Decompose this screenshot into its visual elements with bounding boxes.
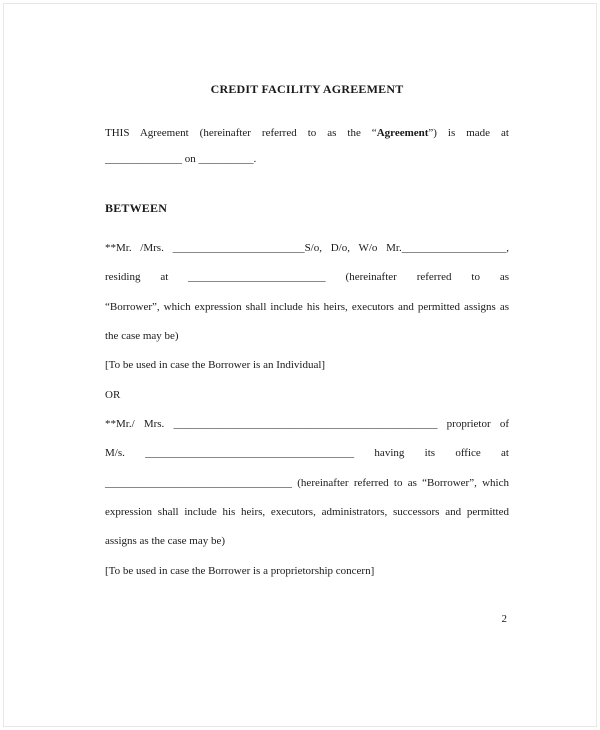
individual-clause-line-2: residing at _________________________ (hereinafter referred to as — [105, 271, 509, 284]
intro-line-1-defined-term: Agreement — [376, 127, 429, 139]
proprietor-clause-line-3: __________________________________ (hereinafter referred to as “Borrower”, which — [105, 476, 509, 489]
proprietor-clause-note: [To be used in case the Borrower is a proprietorship concern] — [105, 564, 375, 577]
intro-line-1 — [105, 121, 509, 147]
intro-line-2-blanks: ______________ on __________. — [105, 152, 257, 165]
between-heading: BETWEEN — [105, 201, 168, 215]
document-title: CREDIT FACILITY AGREEMENT — [210, 82, 404, 96]
proprietor-clause-line-2: M/s. ______________________________________ having its office at — [105, 447, 509, 460]
clauses-block — [105, 234, 509, 586]
proprietor-clause-line-4: expression shall include his heirs, executors, administrators, successors and permitted — [105, 506, 509, 519]
document-body — [105, 0, 509, 730]
individual-clause-note: [To be used in case the Borrower is an Individual] — [105, 359, 326, 372]
intro-line-1-post: ”) is made at — [428, 127, 509, 139]
proprietor-clause-line-1: **Mr./ Mrs. ________________________________________________ proprietor of — [105, 418, 509, 431]
individual-clause-line-4: the case may be) — [105, 330, 179, 343]
or-label: OR — [105, 388, 121, 401]
individual-clause-line-1: **Mr. /Mrs. ________________________S/o, D/o, W/o Mr.___________________, — [105, 242, 509, 254]
intro-paragraph — [105, 121, 509, 172]
page-number: 2 — [501, 613, 507, 625]
proprietor-clause-line-5: assigns as the case may be) — [105, 535, 226, 548]
individual-clause-line-3: “Borrower”, which expression shall include his heirs, executors and permitted assigns as — [105, 300, 509, 313]
intro-line-1-pre: THIS Agreement (hereinafter referred to as the “ — [105, 127, 377, 139]
